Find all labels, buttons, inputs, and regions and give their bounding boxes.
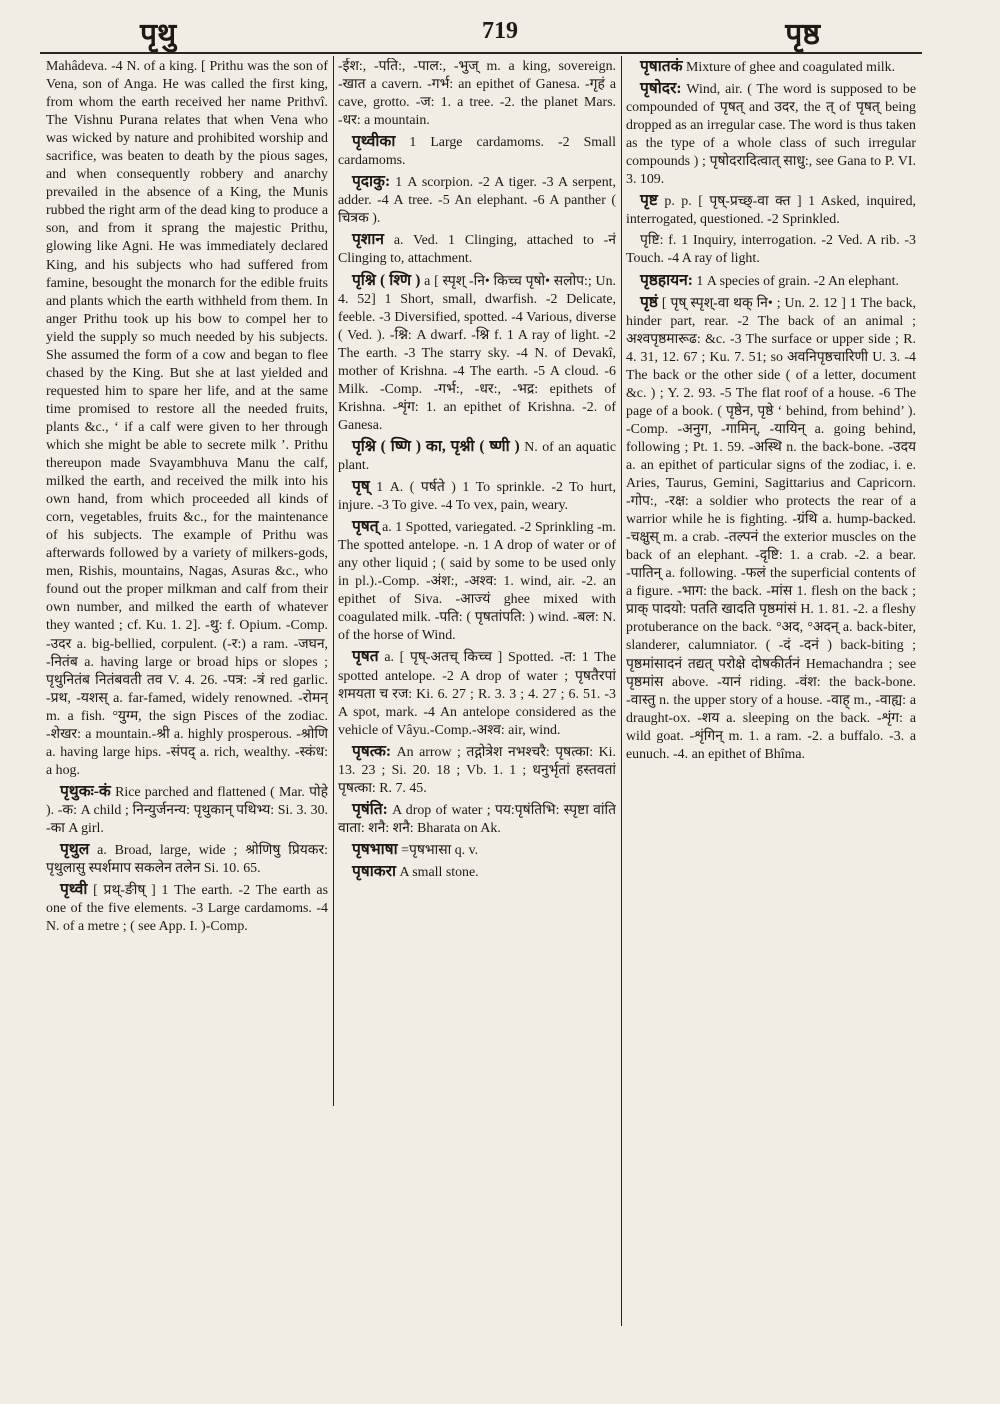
entry-headword: पृश्नि ( ष्णि ) का, पृश्नी ( ष्णी )	[352, 437, 520, 455]
entry-definition: Rice parched and flattened ( Mar. पोहे ). -क: A child ; निन्युर्जनन्य: पृथुकान् पथिभ्य: Si. 3. 30. -का A girl.	[46, 784, 328, 836]
page-number: 719	[482, 18, 518, 44]
entry-definition: 1 A. ( पर्षते ) 1 To sprinkle. -2 To hurt, injure. -3 To give. -4 To vex, pain, weary.	[338, 480, 616, 514]
entry-headword: पृदाकु:	[352, 173, 391, 191]
entry-definition: 1 A scorpion. -2 A tiger. -3 A serpent, adder. -4 A tree. -5 An elephant. -6 A panther ( चित्रक ).	[338, 175, 616, 227]
dictionary-entry	[46, 58, 328, 780]
entry-headword: पृषाकरा	[352, 862, 397, 880]
entry-headword: पृश्नि ( श्णि )	[352, 271, 421, 289]
dictionary-entry	[338, 518, 616, 645]
entry-definition: 1 A species of grain. -2 An elephant.	[696, 273, 899, 289]
page-header	[40, 8, 960, 52]
entry-definition: An arrow ; तद्गोत्रेश नभश्चरै: पृषत्का: Ki. 13. 23 ; Si. 20. 18 ; Vb. 1. 1 ; धनुर्भृतां हस्तवतां पृषत्का: R. 7. 45.	[338, 744, 616, 796]
entry-headword: पृषत	[352, 648, 379, 666]
entry-definition: A drop of water ; पय:पृषंतिभि: स्पृष्टा वांति वाता: शनै: शनै: Bharata on Ak.	[338, 802, 616, 836]
entry-definition: 1 Large cardamoms. -2 Small cardamoms.	[338, 135, 616, 169]
column-divider-1	[333, 56, 334, 1106]
entry-definition: a. 1 Spotted, variegated. -2 Sprinkling -m. The spotted antelope. -n. 1 A drop of water or of any other liquid ; ( said by some to be used only in pl.).-Comp. -अंश:, -अश्व: 1. wind, air. -2. an epithet of Siva. -आज्यं ghee mixed with coagulated milk. -पति: ( पृषतांपति: ) wind. -बल: N. of the horse of Wind.	[338, 520, 616, 644]
dictionary-entry	[338, 648, 616, 739]
column-2	[338, 58, 616, 1374]
entry-definition: [ पृष् स्पृश्-वा थक् नि• ; Un. 2. 12 ] 1 The back, hinder part, rear. -2 The back of an animal ; अश्वपृष्ठमारूढ: &c. -3 The surface or upper side ; R. 4. 31, 12. 67 ; Ku. 7. 51; so अवनिपृष्ठचारिणी U. 3. -4 The back or the other side ( of a letter, document &c. ) ; Y. 2. 93. -5 The flat roof of a house. -6 The page of a book. ( पृष्ठेन, पृष्ठे ‘ behind, from behind’ ). -Comp. -अनुग, -गामिन्, -यायिन् a. going behind, following ; Pt. 1. 59. -अस्थि n. the back-bone. -उदय a. an epithet of particular signs of the zodiac, i. e. Aries, Taurus, Gemini, Sagittarius and Capricorn. -गोप:, -रक्ष: a soldier who protects the rear of a warrior while he is fighting. -ग्रंथि a. hump-backed. -चक्षुस् m. a crab. -तल्पनं the exterior muscles on the back of an elephant. -दृष्टि: 1. a crab. -2. a bear. -पातिन् a. following. -फलं the superficial contents of a figure. -भाग: the back. -मांस 1. flesh on the back ; प्राक् पादयो: पतति खादति पृष्ठमांसं H. 1. 81. -2. a fleshy protuberance on the back. °अद, °अदन् a. back-biter, slanderer, calumniator. ( -दं -दनं ) back-biting ; पृष्ठमांसादनं तद्यत् परोक्षे दोषकीर्तनं Hemachandra ; see पृष्ठमांस above. -यानं riding. -वंश: the back-bone. -वास्तु n. the upper story of a house. -वाह् m., -वाह्य: a draught-ox. -शय a. sleeping on the back. -शृंग: a wild goat. -शृंगिन् m. 1. a ram. -2. a buffalo. -3. a eunuch. -4. an epithet of Bhîma.	[626, 295, 916, 762]
entry-definition: [ प्रथ्-ङीष् ] 1 The earth. -2 The earth as one of the five elements. -3 Large cardamoms. -4 N. of a metre ; ( see App. I. )-Comp.	[46, 883, 328, 935]
entry-headword: पृषंति:	[352, 800, 388, 818]
dictionary-entry	[626, 58, 916, 77]
entry-definition: p. p. [ पृष्-प्रच्छ्-वा क्त ] 1 Asked, inquired, interrogated, questioned. -2 Sprinkled.	[626, 194, 916, 228]
entry-headword: पृषत्	[352, 518, 379, 536]
dictionary-entry	[626, 80, 916, 189]
entry-definition: Wind, air. ( The word is supposed to be compounded of पृषत् and उदर, the त् of पृषत् being dropped as an irregular case. The word is thus taken as the type of a whole class of such irregular compounds ) ; पृषोदरादित्वात् साधु:, see Gana to P. VI. 3. 109.	[626, 82, 916, 188]
column-3	[626, 58, 916, 1374]
entry-definition: =पृषभासा q. v.	[401, 842, 479, 858]
entry-definition: N. of an aquatic plant.	[338, 439, 616, 473]
dictionary-entry	[626, 192, 916, 229]
entry-headword: पृथ्वीका	[352, 133, 396, 151]
entry-headword: पृष्ठं	[640, 293, 658, 311]
entry-headword: पृष्ट	[640, 192, 658, 210]
dictionary-entry	[338, 743, 616, 798]
dictionary-entry	[338, 272, 616, 435]
entry-headword: पृशान	[352, 231, 384, 249]
entry-definition: Mahâdeva. -4 N. of a king. [ Prithu was the son of Vena, son of Anga. He was called the first king, from whom the earth received her name Prithvî. The Vishnu Purana relates that when Vena who was wicked by nature and prohibited worship and sacrifice, was beaten to death by the pious sages, and when consequently robbery and anarchy prevailed in the absence of a King, the Munis rubbed the right arm of the dead king to produce a son, and from it sprang the majestic Prithu, glowing like Agni. He was immediately declared King, and his subjects who had suffered from famine, besought the monarch for the edible fruits and plants which the earth withheld from them. In anger Prithu took up his bow to compel her to yield the supply so much needed by his subjects. She assumed the form of a cow and began to flee chased by the King. But she at last yielded and requested him to spare her life, and at the same time promised to restore all the needed fruits, plants &c., ‘ if a calf were given to her through which she might be able to secrete milk ’. Prithu thereupon made Svayambhuva Manu the calf, milked the earth, and received the milk into his own hand, from which proceeded all kinds of corn, vegetables, fruits &c., for the maintenance of his subjects. The example of Prithu was afterwards followed by a variety of milkers-gods, men, Rishis, mountains, Nagas, Asuras &c., who found out the proper milkman and calf from their own number, and milked the earth of whatever they wanted ; cf. Ku. 1. 2]. -थु: f. Opium. -Comp. -उदर a. big-bellied, corpulent. (-र:) a ram. -जघन, -नितंब a. having large or broad hips or slopes ; पृथुनितंब नितंबवती तव V. 4. 26. -पत्र: -त्रं red garlic. -प्रथ, -यशस् a. far-famed, widely renowned. -रोमन् m. a fish. °युग्म, the sign Pisces of the zodiac. -शेखर: a mountain.-श्री a. highly prosperous. -श्रोणि a. having large hips. -संपद् a. rich, wealthy. -स्कंध: a hog.	[46, 59, 328, 778]
entry-definition: a [ स्पृश् -नि• किच्च पृषो• सलोप:; Un. 4. 52] 1 Short, small, dwarfish. -2 Delicate, feeble. -3 Diversified, spotted. -4 Various, diverse ( Ved. ). -श्नि: A dwarf. -श्नि f. 1 A ray of light. -2 The earth. -3 The starry sky. -4 N. of Devakî, mother of Krishna. -4 The earth. -5 A cloud. -6 Milk. -Comp. -गर्भ:, -धर:, -भद्र: epithets of Krishna. -शृंग: 1. an epithet of Krishna. -2. of Ganesa.	[338, 273, 616, 433]
dictionary-entry	[626, 232, 916, 268]
dictionary-entry	[338, 863, 616, 882]
header-left-word: पृथु	[140, 18, 177, 51]
entry-headword: पृषातकं	[640, 58, 683, 75]
entry-headword: पृष्	[352, 478, 370, 496]
dictionary-entry	[46, 783, 328, 838]
dictionary-entry	[46, 881, 328, 936]
entry-headword: पृथुकः-कं	[60, 782, 111, 800]
entry-definition: पृष्टि: f. 1 Inquiry, interrogation. -2 Ved. A rib. -3 Touch. -4 A ray of light.	[626, 233, 916, 267]
entry-definition: a. Ved. 1 Clinging, attached to -नं Clinging to, attachment.	[338, 233, 616, 267]
dictionary-entry	[338, 133, 616, 170]
column-1	[46, 58, 328, 1374]
dictionary-entry	[338, 478, 616, 515]
entry-definition: -ईश:, -पति:, -पाल:, -भुज् m. a king, sovereign. -खात a cavern. -गर्भ: an epithet of Ganesa. -गृहं a cave, grotto. -ज: 1. a tree. -2. the planet Mars. -धर: a mountain.	[338, 59, 616, 129]
column-divider-2	[621, 56, 622, 1326]
dictionary-entry	[338, 58, 616, 130]
entry-headword: पृषोदर:	[640, 80, 682, 98]
entry-definition: a. Broad, large, wide ; श्रोणिषु प्रियकर: पृथुलासु स्पर्शमाप सकलेन तलेन Si. 10. 65.	[46, 843, 328, 877]
dictionary-entry	[338, 173, 616, 228]
entry-headword: पृथुल	[60, 841, 90, 859]
entry-headword: पृष्ठहायन:	[640, 271, 693, 289]
dictionary-entry	[626, 294, 916, 764]
entry-definition: Mixture of ghee and coagulated milk.	[686, 60, 896, 75]
dictionary-entry	[46, 841, 328, 878]
dictionary-entry	[626, 272, 916, 291]
dictionary-entry	[338, 801, 616, 838]
header-rule	[40, 52, 922, 54]
dictionary-entry	[338, 438, 616, 475]
entry-headword: पृषभाषा	[352, 840, 398, 858]
entry-definition: A small stone.	[399, 864, 479, 880]
entry-headword: पृथ्वी	[60, 881, 88, 899]
entry-definition: a. [ पृष्-अतच् किच्च ] Spotted. -त: 1 The spotted antelope. -2 A drop of water ; पृषतैरपां शमयता च रज: Ki. 6. 27 ; R. 3. 3 ; 4. 27 ; 6. 51. -3 A spot, mark. -4 An antelope considered as the vehicle of Vâyu.-Comp.-अश्व: air, wind.	[338, 650, 616, 738]
entry-headword: पृषत्क:	[352, 742, 392, 760]
dictionary-entry	[338, 231, 616, 268]
header-right-word: पृष्ठ	[785, 18, 820, 51]
dictionary-entry	[338, 841, 616, 860]
